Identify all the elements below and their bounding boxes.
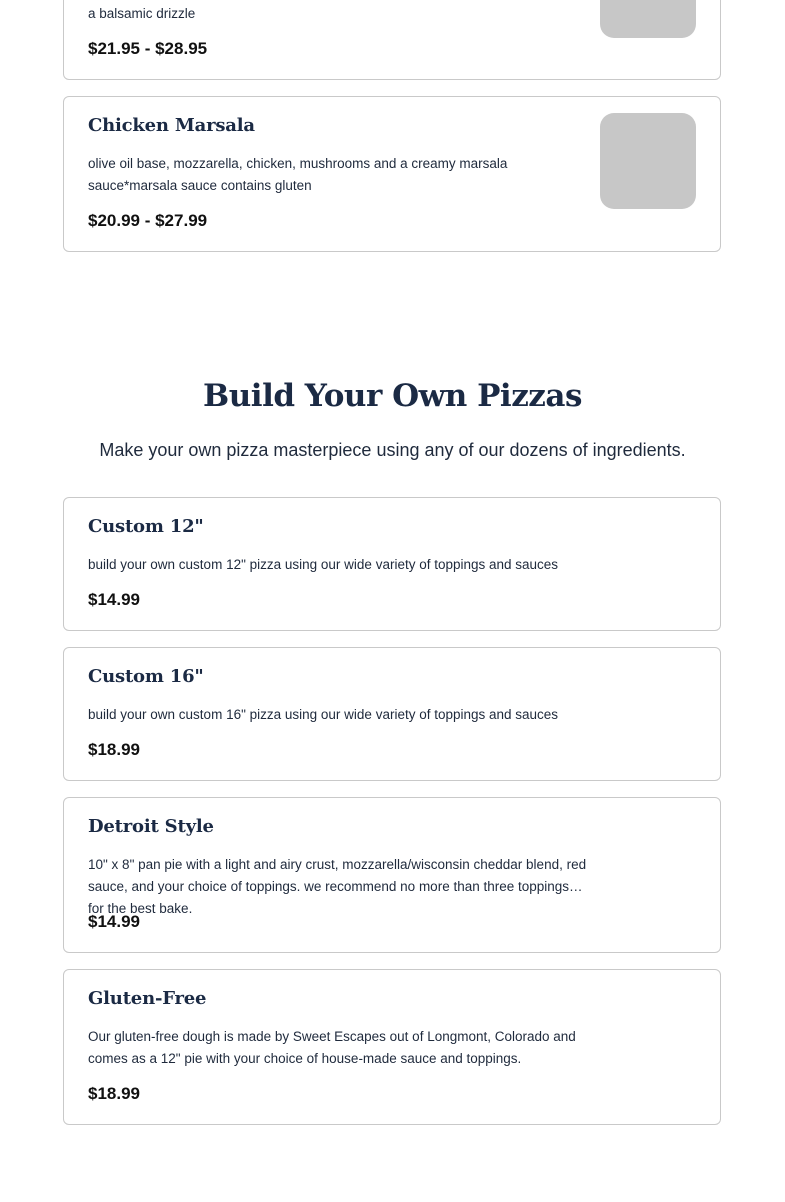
menu-item-description: build your own custom 12" pizza using our wide variety of toppings and sauces (88, 557, 559, 572)
menu-item-price: $14.99 (88, 590, 140, 609)
menu-item-title: Custom 16" (88, 666, 204, 687)
menu-item-image (600, 0, 696, 38)
menu-item-card-custom-16[interactable] (63, 647, 721, 781)
menu-item-description: a balsamic drizzle (88, 6, 196, 21)
menu-item-description: build your own custom 16" pizza using our wide variety of toppings and sauces (88, 707, 559, 722)
menu-item-card-custom-12[interactable] (63, 497, 721, 631)
menu-item-card[interactable] (63, 0, 721, 80)
menu-item-image (600, 113, 696, 209)
section-title: Build Your Own Pizzas (203, 378, 582, 414)
menu-item-description: 10" x 8" pan pie with a light and airy crust, mozzarella/wisconsin cheddar blend, red sauce, and your choice of toppings. we recommend no more than three toppings for the best bake. (88, 857, 587, 916)
menu-item-description: olive oil base, mozzarella, chicken, mushrooms and a creamy marsala sauce*marsala sauce contains gluten (88, 156, 508, 193)
menu-item-price: $20.99 - $27.99 (88, 211, 208, 230)
menu-item-price: $21.95 - $28.95 (88, 39, 208, 58)
menu-item-price: $18.99 (88, 740, 140, 759)
menu-item-title: Gluten-Free (88, 988, 207, 1009)
menu-item-price: $14.99 (88, 912, 140, 931)
menu-item-title: Detroit Style (88, 816, 214, 837)
menu-item-title: Custom 12" (88, 516, 204, 537)
menu-item-description: Our gluten-free dough is made by Sweet Escapes out of Longmont, Colorado and comes as a 12" pie with your choice of house-made sauce and toppings. (88, 1029, 576, 1066)
menu-item-card-chicken-marsala[interactable] (63, 96, 721, 252)
menu-item-card-detroit-style[interactable] (63, 797, 721, 953)
section-subtitle: Make your own pizza masterpiece using any of our dozens of ingredients. (99, 440, 686, 460)
menu-item-title: Chicken Marsala (88, 115, 255, 136)
menu-item-card-gluten-free[interactable] (63, 969, 721, 1125)
menu-item-price: $18.99 (88, 1084, 140, 1103)
